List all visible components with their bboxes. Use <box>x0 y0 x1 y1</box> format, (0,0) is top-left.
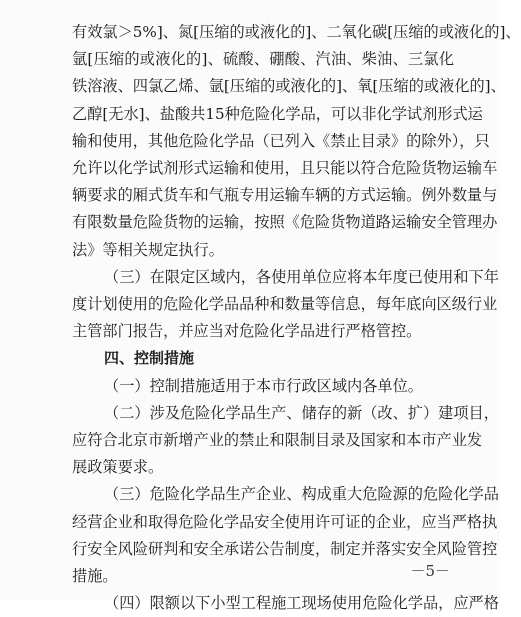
body-text-line: 主管部门报告，并应当对危险化学品进行严格管控。 <box>72 322 422 341</box>
body-text-line: 措施。 <box>72 567 118 585</box>
paragraph-first-line: （三）危险化学品生产企业、构成重大危险源的危险化学品 <box>104 485 499 504</box>
body-text-line: 有限数量危险货物的运输，按照《危险货物道路运输安全管理办 <box>72 213 498 232</box>
section-heading: 四、控制措施 <box>104 349 195 368</box>
paragraph-first-line: （一）控制措施适用于本市行政区域内各单位。 <box>104 376 423 395</box>
paragraph-first-line: （三）在限定区域内，各使用单位应将本年度已使用和下年 <box>104 267 499 286</box>
body-text-line: 度计划使用的危险化学品品种和数量等信息，每年底向区级行业 <box>72 295 498 313</box>
body-text-line: 铁溶液、四氯乙烯、氩[压缩的或液化的]、氧[压缩的或液化的]、 <box>72 77 506 96</box>
body-text-line: 法》等相关规定执行。 <box>72 240 224 259</box>
body-text-line: 应符合北京市新增产业的禁止和限制目录及国家和本市产业发 <box>72 431 483 449</box>
body-text-line: 输和使用，其他危险化学品（已列入《禁止目录》的除外），只 <box>72 131 490 150</box>
paragraph-first-line: （四）限额以下小型工程施工现场使用危险化学品，应严格 <box>104 594 499 613</box>
body-text-line: 展政策要求。 <box>72 458 164 477</box>
body-text-line: 氩[压缩的或液化的]、硫酸、硼酸、汽油、柴油、三氯化 <box>72 50 454 69</box>
body-text-line: 乙醇[无水]、盐酸共15种危险化学品，可以非化学试剂形式运 <box>72 104 483 123</box>
page-number: －5－ <box>410 562 450 580</box>
body-text-line: 辆要求的厢式货车和气瓶专用运输车辆的方式运输。例外数量与 <box>72 186 498 205</box>
body-text-line: 允许以化学试剂形式运输和使用，且只能以符合危险货物运输车 <box>72 159 498 177</box>
body-text-line: 有效氯＞5%]、氮[压缩的或液化的]、二氧化碳[压缩的或液化的]、 <box>72 23 521 41</box>
paragraph-first-line: （二）涉及危险化学品生产、储存的新（改、扩）建项目， <box>104 403 499 422</box>
body-text-line: 经营企业和取得危险化学品安全使用许可证的企业，应当严格执 <box>72 512 498 531</box>
body-text-line: 行安全风险研判和安全承诺公告制度，制定并落实安全风险管控 <box>72 539 498 558</box>
